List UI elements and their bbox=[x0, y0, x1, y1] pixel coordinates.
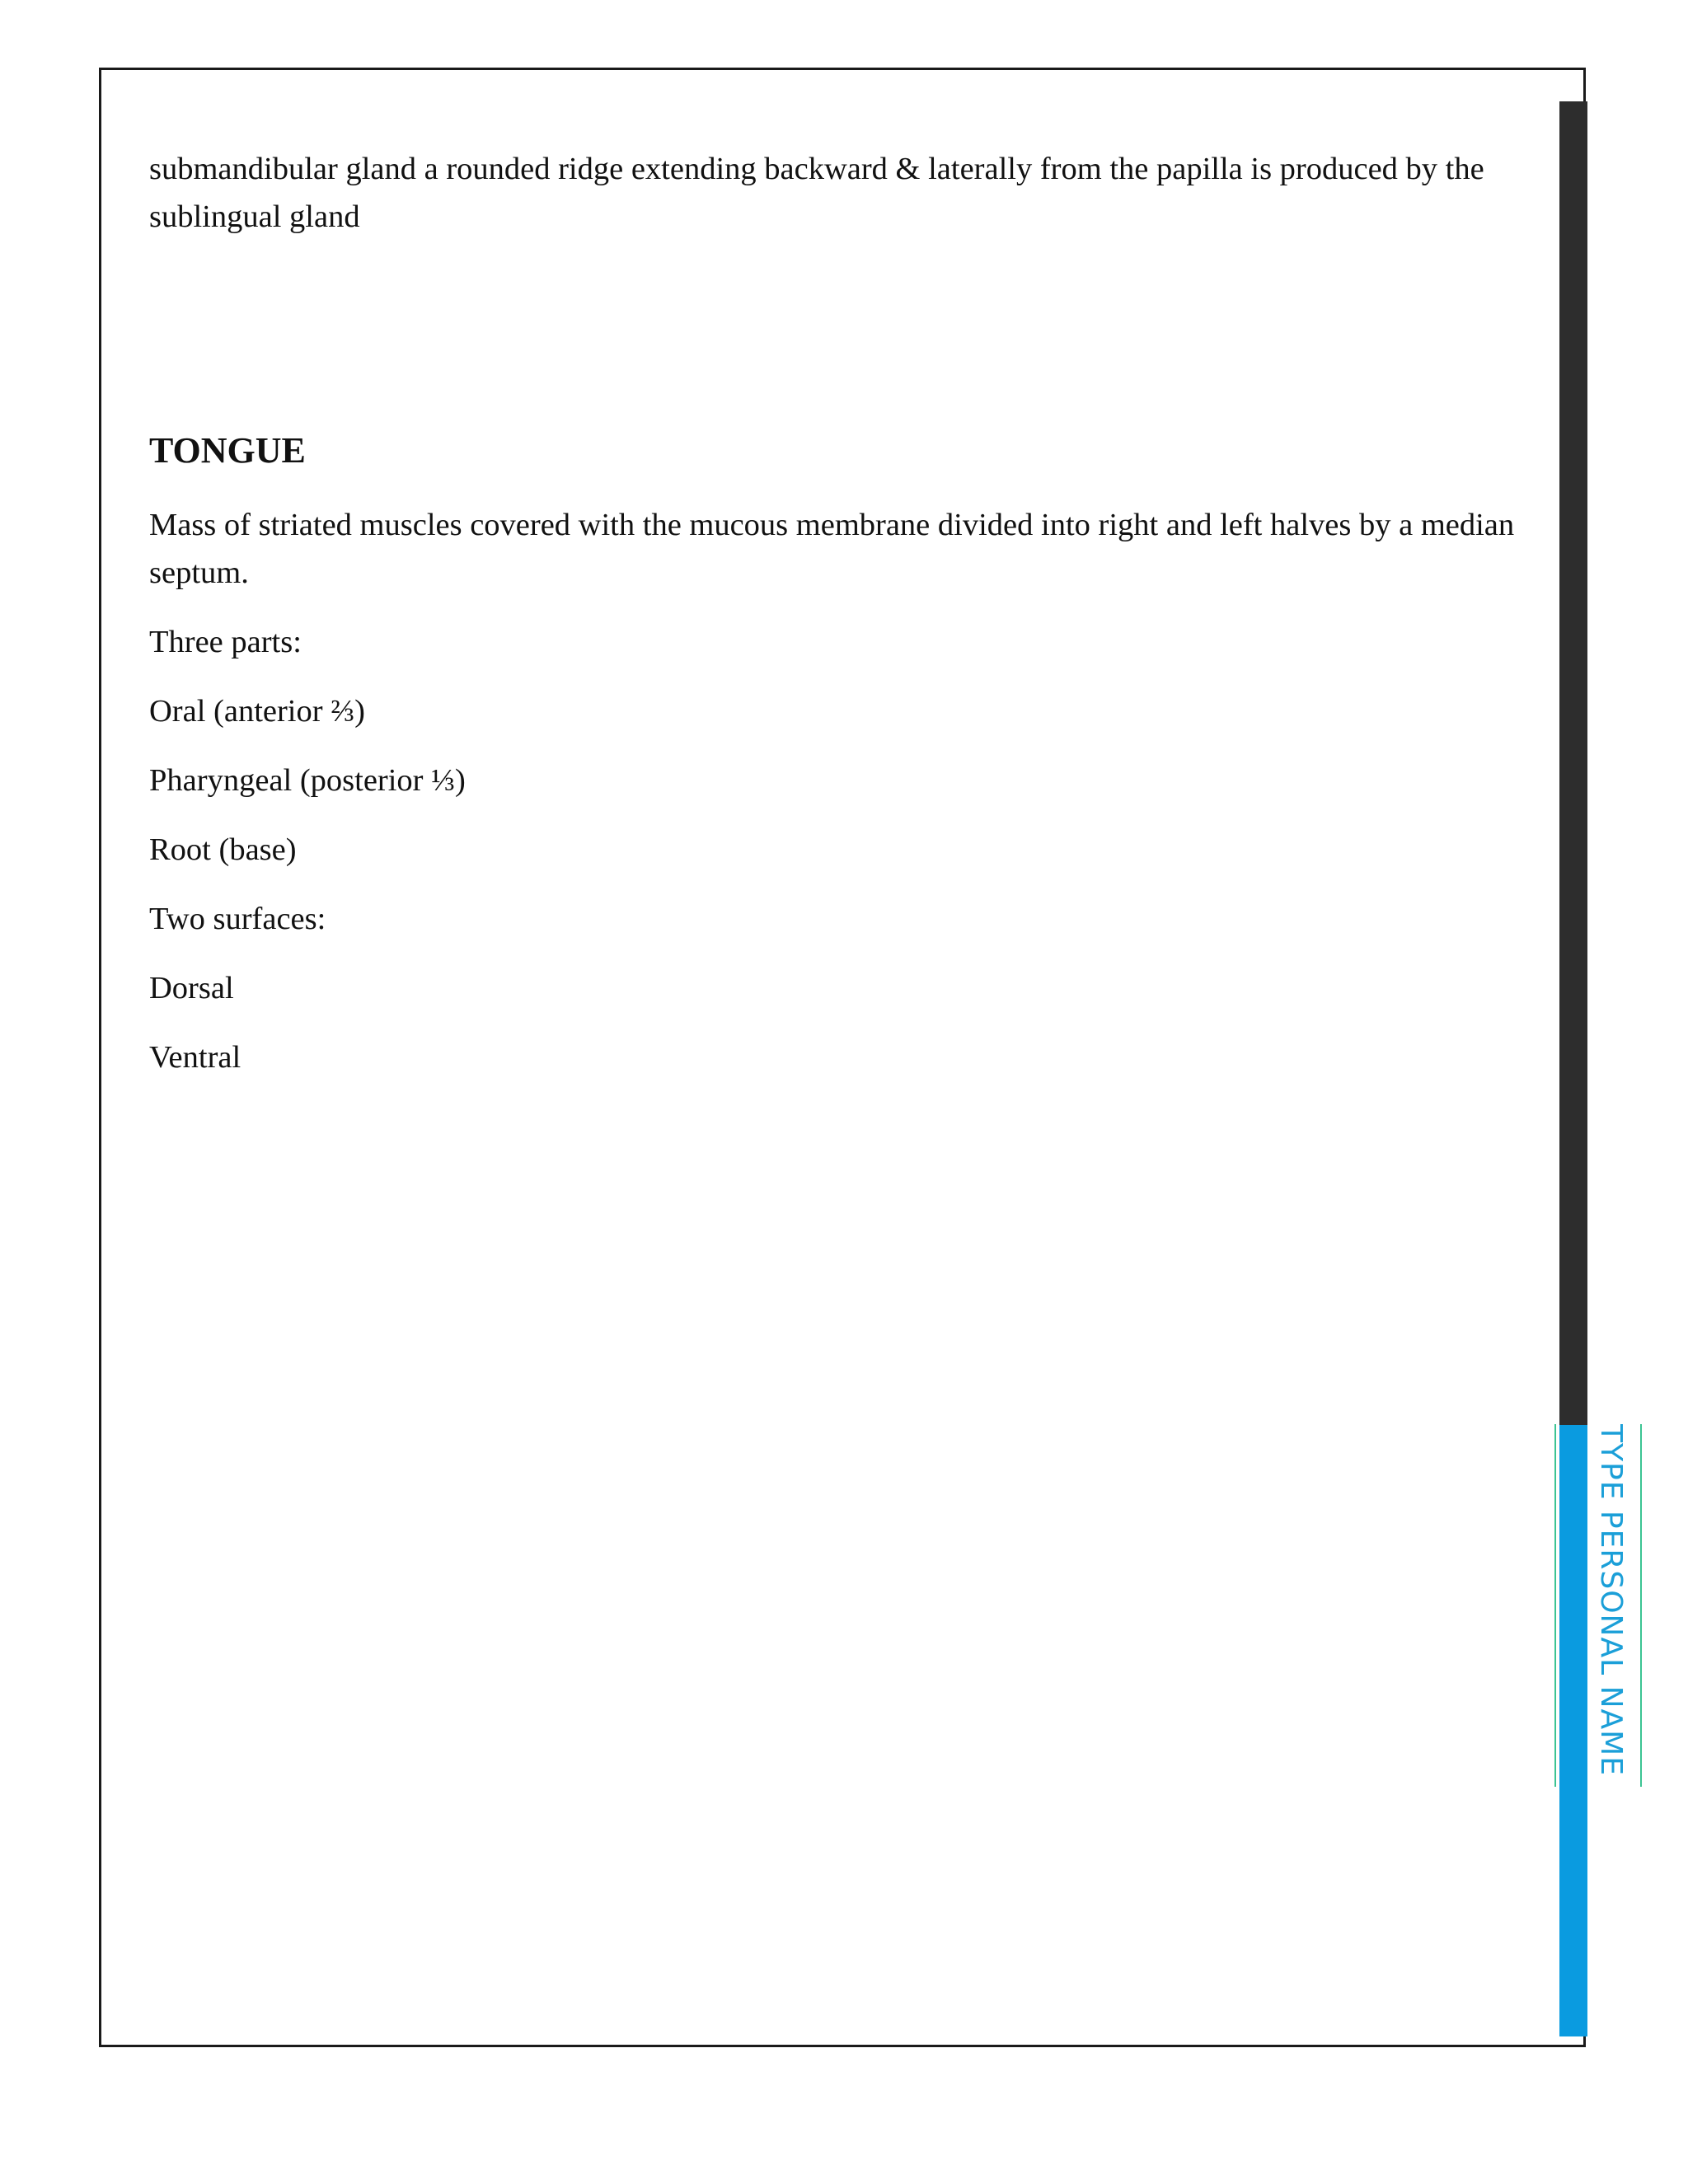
sidebar-rule-left bbox=[1554, 1424, 1556, 1787]
sidebar-dark-bar bbox=[1559, 101, 1587, 1425]
list-item: Pharyngeal (posterior ⅓) bbox=[149, 763, 466, 798]
surfaces-label: Two surfaces: bbox=[149, 902, 326, 936]
list-item: Oral (anterior ⅔) bbox=[149, 694, 365, 729]
parts-label: Three parts: bbox=[149, 625, 302, 659]
sidebar-rule-right bbox=[1640, 1424, 1642, 1787]
list-item: Dorsal bbox=[149, 971, 234, 1005]
description-paragraph: Mass of striated muscles covered with the mucous membrane divided into right and left halves by a median septum. bbox=[149, 508, 1515, 590]
document-body bbox=[149, 145, 1517, 1081]
intro-paragraph: submandibular gland a rounded ridge extending backward & laterally from the papilla is produced by the sublingual gland bbox=[149, 152, 1484, 234]
section-heading: TONGUE bbox=[149, 430, 306, 471]
list-item: Root (base) bbox=[149, 832, 297, 867]
personal-name-label[interactable]: TYPE PERSONAL NAME bbox=[1594, 1424, 1628, 1776]
list-item: Ventral bbox=[149, 1040, 241, 1075]
